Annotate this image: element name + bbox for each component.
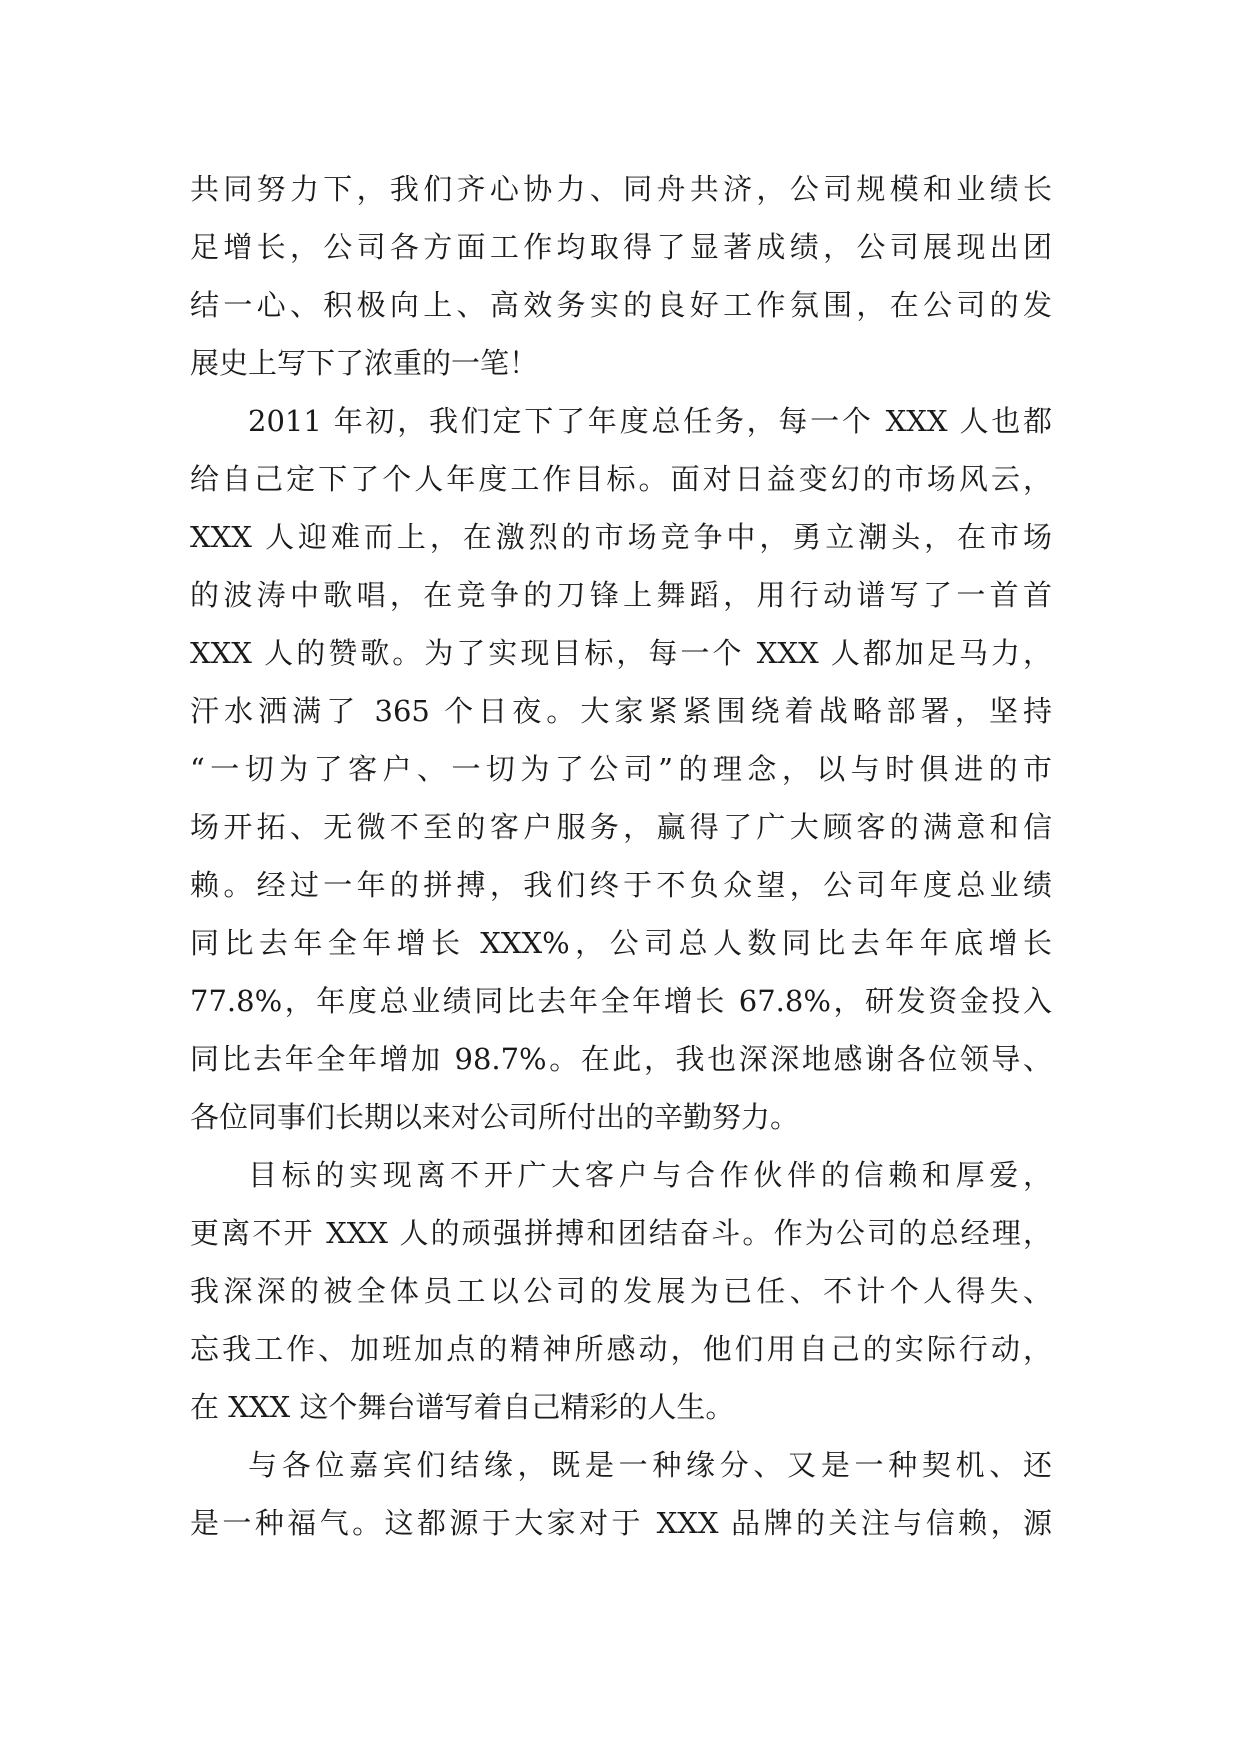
text-line: 在 XXX 这个舞台谱写着自己精彩的人生。	[190, 1390, 735, 1424]
text-line: 更离不开 XXX 人的顽强拼搏和团结奋斗。作为公司的总经理，	[190, 1216, 1052, 1250]
text-line: 同比去年全年增加 98.7%。在此，我也深深地感谢各位领导、	[190, 1042, 1052, 1076]
paragraph	[190, 160, 1052, 392]
text-line: XXX 人迎难而上，在激烈的市场竞争中，勇立潮头，在市场	[190, 520, 1052, 554]
text-line: 2011 年初，我们定下了年度总任务，每一个 XXX 人也都	[248, 404, 1052, 438]
text-line: 共同努力下，我们齐心协力、同舟共济，公司规模和业绩长	[190, 172, 1052, 206]
text-line: 是一种福气。这都源于大家对于 XXX 品牌的关注与信赖，源	[190, 1506, 1052, 1540]
text-line: 77.8%，年度总业绩同比去年全年增长 67.8%，研发资金投入	[190, 984, 1052, 1018]
text-line: “一切为了客户、一切为了公司”的理念，以与时俱进的市	[190, 752, 1052, 786]
text-line: 展史上写下了浓重的一笔！	[190, 346, 539, 380]
text-line: 的波涛中歌唱，在竞争的刀锋上舞蹈，用行动谱写了一首首	[190, 578, 1052, 612]
text-line: 与各位嘉宾们结缘，既是一种缘分、又是一种契机、还	[248, 1448, 1052, 1482]
paragraph	[190, 392, 1052, 1146]
text-line: 结一心、积极向上、高效务实的良好工作氛围，在公司的发	[190, 288, 1052, 322]
paragraph	[190, 1436, 1052, 1552]
text-line: 汗水洒满了 365 个日夜。大家紧紧围绕着战略部署，坚持	[190, 694, 1052, 728]
text-line: 场开拓、无微不至的客户服务，赢得了广大顾客的满意和信	[190, 810, 1052, 844]
text-line: 各位同事们长期以来对公司所付出的辛勤努力。	[190, 1100, 800, 1134]
text-line: XXX 人的赞歌。为了实现目标，每一个 XXX 人都加足马力，	[190, 636, 1052, 670]
document-body	[190, 160, 1052, 1552]
text-line: 同比去年全年增长 XXX%，公司总人数同比去年年底增长	[190, 926, 1052, 960]
text-line: 我深深的被全体员工以公司的发展为已任、不计个人得失、	[190, 1274, 1052, 1308]
text-line: 忘我工作、加班加点的精神所感动，他们用自己的实际行动，	[190, 1332, 1052, 1366]
paragraph	[190, 1146, 1052, 1436]
text-line: 赖。经过一年的拼搏，我们终于不负众望，公司年度总业绩	[190, 868, 1052, 902]
text-line: 目标的实现离不开广大客户与合作伙伴的信赖和厚爱，	[248, 1158, 1052, 1192]
text-line: 给自己定下了个人年度工作目标。面对日益变幻的市场风云，	[190, 462, 1052, 496]
text-line: 足增长，公司各方面工作均取得了显著成绩，公司展现出团	[190, 230, 1052, 264]
